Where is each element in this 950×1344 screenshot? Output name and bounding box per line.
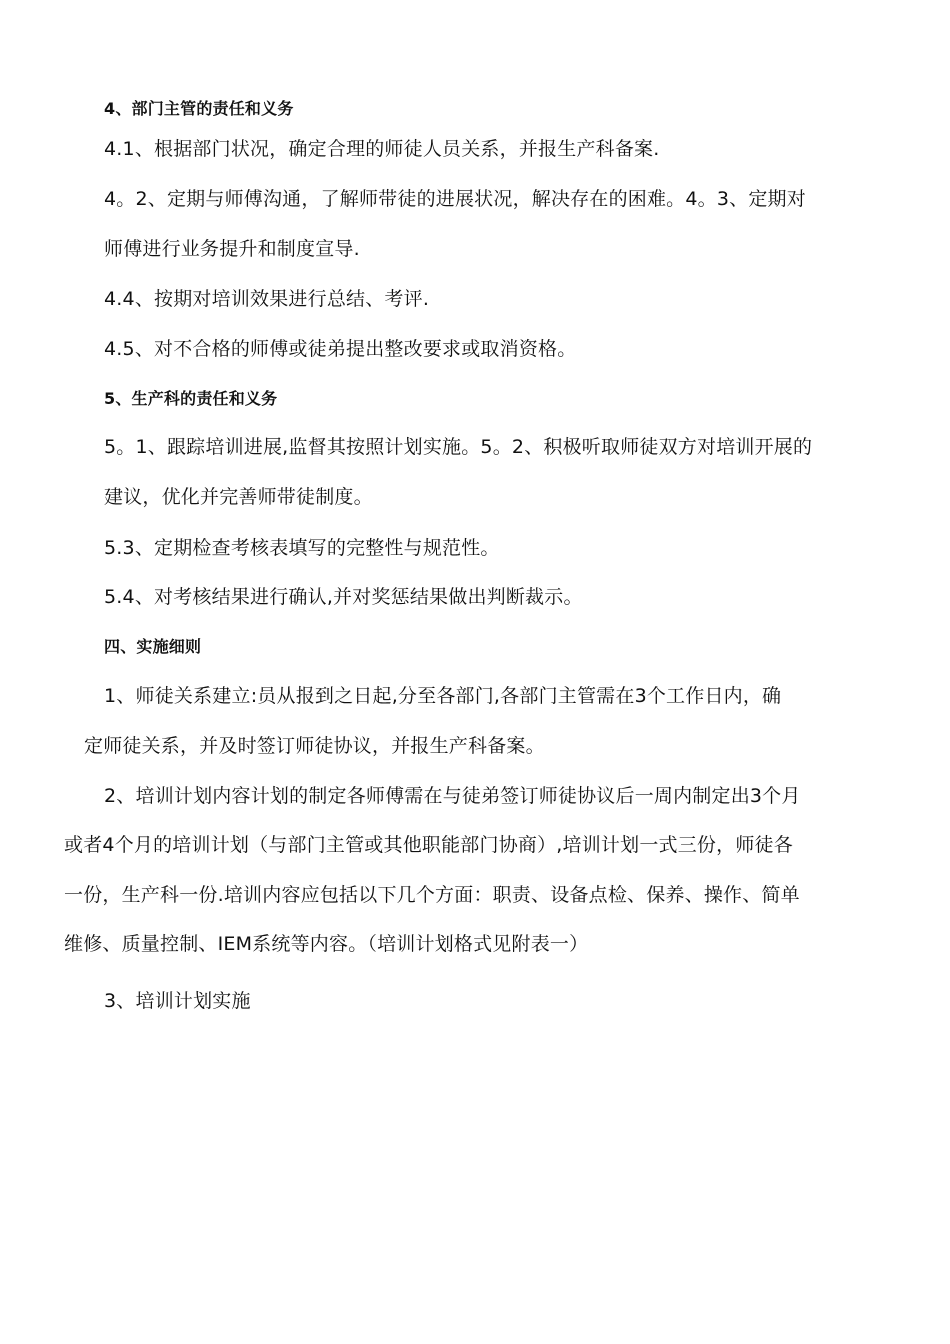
- section-5-heading: 5、生产科的责任和义务: [104, 389, 278, 408]
- item-2-line3: 一份，生产科一份.培训内容应包括以下几个方面：职责、设备点检、保养、操作、简单: [64, 884, 800, 906]
- item-1-line2: 定师徒关系，并及时签订师徒协议，并报生产科备案。: [84, 735, 545, 757]
- item-2-line4: 维修、质量控制、IEM系统等内容。（培训计划格式见附表一）: [64, 933, 589, 955]
- paragraph-4-5: 4.5、对不合格的师傅或徒弟提出整改要求或取消资格。: [104, 338, 577, 360]
- item-2-line2: 或者4个月的培训计划（与部门主管或其他职能部门协商）,培训计划一式三份，师徒各: [64, 834, 793, 856]
- paragraph-5-3: 5.3、定期检查考核表填写的完整性与规范性。: [104, 537, 500, 559]
- paragraph-4-4: 4.4、按期对培训效果进行总结、考评.: [104, 288, 430, 310]
- item-1-line1: 1、师徒关系建立:员从报到之日起,分至各部门,各部门主管需在3个工作日内，确: [104, 685, 782, 707]
- paragraph-5-4: 5.4、对考核结果进行确认,并对奖惩结果做出判断裁示。: [104, 586, 583, 608]
- paragraph-4-1: 4.1、根据部门状况，确定合理的师徒人员关系，并报生产科备案.: [104, 138, 660, 160]
- section-4-heading: 4、部门主管的责任和义务: [104, 99, 294, 118]
- section-four-heading: 四、实施细则: [104, 637, 202, 656]
- paragraph-4-2-line2: 师傅进行业务提升和制度宣导.: [104, 238, 360, 260]
- item-2-line1: 2、培训计划内容计划的制定各师傅需在与徒弟签订师徒协议后一周内制定出3个月: [104, 785, 801, 807]
- paragraph-5-1-line1: 5。1、跟踪培训进展,监督其按照计划实施。5。2、积极听取师徒双方对培训开展的: [104, 436, 813, 458]
- item-3: 3、培训计划实施: [104, 990, 251, 1012]
- paragraph-5-1-line2: 建议，优化并完善师带徒制度。: [104, 486, 373, 508]
- paragraph-4-2-line1: 4。2、定期与师傅沟通，了解师带徒的进展状况，解决存在的困难。4。3、定期对: [104, 188, 806, 210]
